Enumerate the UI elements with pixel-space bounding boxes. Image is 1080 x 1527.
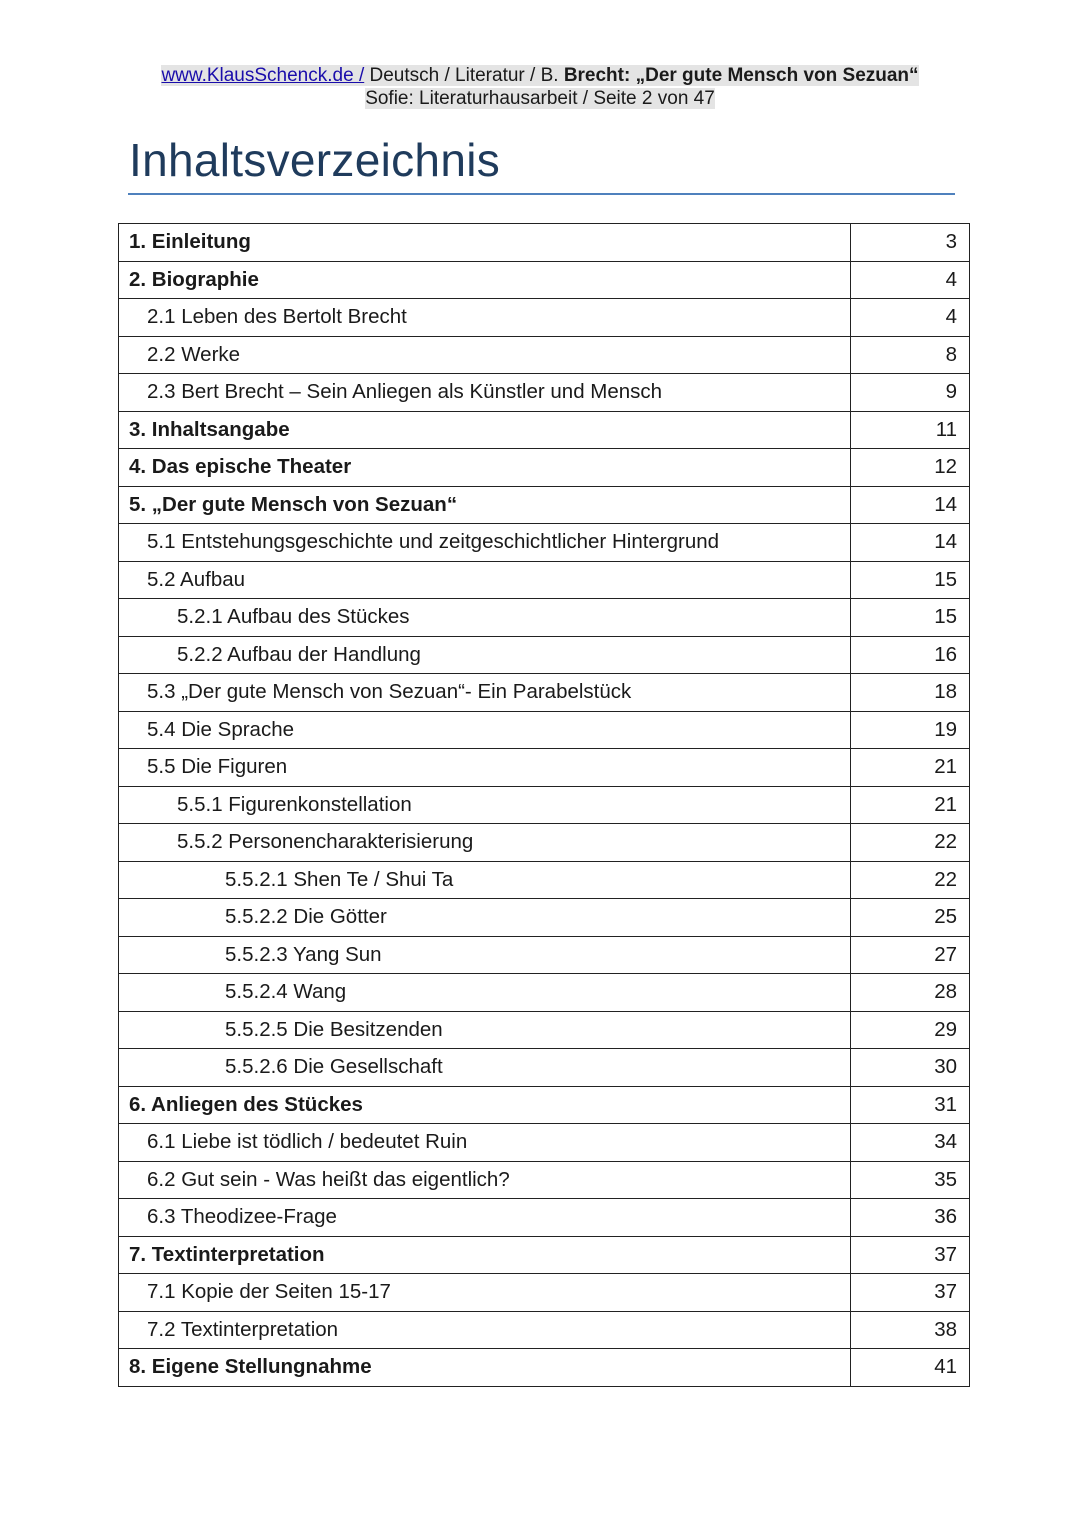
toc-row xyxy=(119,261,970,299)
toc-row xyxy=(119,561,970,599)
toc-row xyxy=(119,899,970,937)
toc-entry-title: 7. Textinterpretation xyxy=(119,1236,851,1274)
toc-entry-page: 27 xyxy=(851,936,970,974)
toc-row xyxy=(119,299,970,337)
toc-entry-title: 6.2 Gut sein - Was heißt das eigentlich? xyxy=(119,1161,851,1199)
toc-row xyxy=(119,636,970,674)
toc-body xyxy=(119,224,970,1387)
website-link[interactable]: www.KlausSchenck.de / xyxy=(161,65,365,86)
toc-entry-title: 4. Das epische Theater xyxy=(119,449,851,487)
toc-entry-page: 35 xyxy=(851,1161,970,1199)
toc-entry-title: 5.2.2 Aufbau der Handlung xyxy=(119,636,851,674)
toc-entry-page: 29 xyxy=(851,1011,970,1049)
toc-row xyxy=(119,1049,970,1087)
toc-row xyxy=(119,599,970,637)
toc-entry-page: 4 xyxy=(851,261,970,299)
toc-row xyxy=(119,1199,970,1237)
toc-entry-title: 6.1 Liebe ist tödlich / bedeutet Ruin xyxy=(119,1124,851,1162)
toc-entry-title: 5.2.1 Aufbau des Stückes xyxy=(119,599,851,637)
toc-entry-page: 37 xyxy=(851,1274,970,1312)
toc-entry-title: 5.5.2.4 Wang xyxy=(119,974,851,1012)
toc-entry-page: 25 xyxy=(851,899,970,937)
toc-row xyxy=(119,1274,970,1312)
toc-row xyxy=(119,824,970,862)
toc-entry-title: 5.5.2.5 Die Besitzenden xyxy=(119,1011,851,1049)
toc-entry-title: 5.1 Entstehungsgeschichte und zeitgeschichtlicher Hintergrund xyxy=(119,524,851,562)
toc-entry-page: 15 xyxy=(851,599,970,637)
toc-entry-page: 22 xyxy=(851,824,970,862)
toc-entry-title: 2. Biographie xyxy=(119,261,851,299)
toc-entry-title: 5.5.1 Figurenkonstellation xyxy=(119,786,851,824)
toc-row xyxy=(119,224,970,262)
toc-entry-title: 1. Einleitung xyxy=(119,224,851,262)
toc-row xyxy=(119,711,970,749)
toc-entry-title: 5.5 Die Figuren xyxy=(119,749,851,787)
toc-entry-title: 6.3 Theodizee-Frage xyxy=(119,1199,851,1237)
toc-row xyxy=(119,1086,970,1124)
header-line-1 xyxy=(0,64,1080,87)
header-subline: Sofie: Literaturhausarbeit / Seite 2 von 47 xyxy=(365,88,715,109)
toc-entry-page: 19 xyxy=(851,711,970,749)
toc-entry-page: 38 xyxy=(851,1311,970,1349)
toc-row xyxy=(119,449,970,487)
toc-entry-page: 34 xyxy=(851,1124,970,1162)
toc-row xyxy=(119,486,970,524)
toc-entry-page: 21 xyxy=(851,786,970,824)
toc-entry-title: 5.5.2.3 Yang Sun xyxy=(119,936,851,974)
toc-row xyxy=(119,1124,970,1162)
toc-entry-title: 5.5.2.1 Shen Te / Shui Ta xyxy=(119,861,851,899)
header-line-2 xyxy=(0,87,1080,110)
toc-row xyxy=(119,786,970,824)
toc-entry-title: 5. „Der gute Mensch von Sezuan“ xyxy=(119,486,851,524)
toc-entry-title: 3. Inhaltsangabe xyxy=(119,411,851,449)
toc-row xyxy=(119,336,970,374)
toc-entry-title: 7.1 Kopie der Seiten 15-17 xyxy=(119,1274,851,1312)
toc-entry-title: 8. Eigene Stellungnahme xyxy=(119,1349,851,1387)
toc-entry-title: 5.5.2 Personencharakterisierung xyxy=(119,824,851,862)
toc-row xyxy=(119,674,970,712)
header-path: Deutsch / Literatur / B. xyxy=(364,65,564,86)
toc-row xyxy=(119,1311,970,1349)
toc-row xyxy=(119,411,970,449)
title-underline xyxy=(128,193,955,195)
page-header xyxy=(0,64,1080,110)
toc-row xyxy=(119,1161,970,1199)
toc-entry-page: 15 xyxy=(851,561,970,599)
toc-entry-title: 2.1 Leben des Bertolt Brecht xyxy=(119,299,851,337)
toc-entry-page: 14 xyxy=(851,486,970,524)
toc-entry-title: 5.2 Aufbau xyxy=(119,561,851,599)
toc-entry-page: 18 xyxy=(851,674,970,712)
toc-entry-title: 6. Anliegen des Stückes xyxy=(119,1086,851,1124)
toc-entry-page: 3 xyxy=(851,224,970,262)
toc-entry-title: 2.3 Bert Brecht – Sein Anliegen als Künstler und Mensch xyxy=(119,374,851,412)
toc-entry-page: 31 xyxy=(851,1086,970,1124)
toc-entry-title: 5.5.2.6 Die Gesellschaft xyxy=(119,1049,851,1087)
toc-entry-page: 8 xyxy=(851,336,970,374)
toc-entry-title: 5.4 Die Sprache xyxy=(119,711,851,749)
toc-entry-page: 4 xyxy=(851,299,970,337)
header-work-title: Brecht: „Der gute Mensch von Sezuan“ xyxy=(563,65,919,86)
toc-entry-page: 30 xyxy=(851,1049,970,1087)
toc-row xyxy=(119,974,970,1012)
table-of-contents xyxy=(118,223,970,1387)
toc-entry-title: 5.3 „Der gute Mensch von Sezuan“- Ein Parabelstück xyxy=(119,674,851,712)
toc-entry-page: 9 xyxy=(851,374,970,412)
toc-row xyxy=(119,861,970,899)
toc-entry-title: 5.5.2.2 Die Götter xyxy=(119,899,851,937)
toc-entry-page: 12 xyxy=(851,449,970,487)
toc-row xyxy=(119,524,970,562)
toc-entry-page: 37 xyxy=(851,1236,970,1274)
toc-entry-page: 28 xyxy=(851,974,970,1012)
toc-entry-page: 11 xyxy=(851,411,970,449)
toc-entry-page: 22 xyxy=(851,861,970,899)
toc-row xyxy=(119,936,970,974)
toc-row xyxy=(119,374,970,412)
toc-entry-title: 2.2 Werke xyxy=(119,336,851,374)
toc-row xyxy=(119,1349,970,1387)
toc-entry-page: 14 xyxy=(851,524,970,562)
toc-row xyxy=(119,749,970,787)
toc-entry-page: 16 xyxy=(851,636,970,674)
toc-entry-page: 41 xyxy=(851,1349,970,1387)
page-title: Inhaltsverzeichnis xyxy=(129,134,501,186)
toc-entry-page: 21 xyxy=(851,749,970,787)
toc-entry-page: 36 xyxy=(851,1199,970,1237)
toc-row xyxy=(119,1236,970,1274)
toc-row xyxy=(119,1011,970,1049)
toc-entry-title: 7.2 Textinterpretation xyxy=(119,1311,851,1349)
